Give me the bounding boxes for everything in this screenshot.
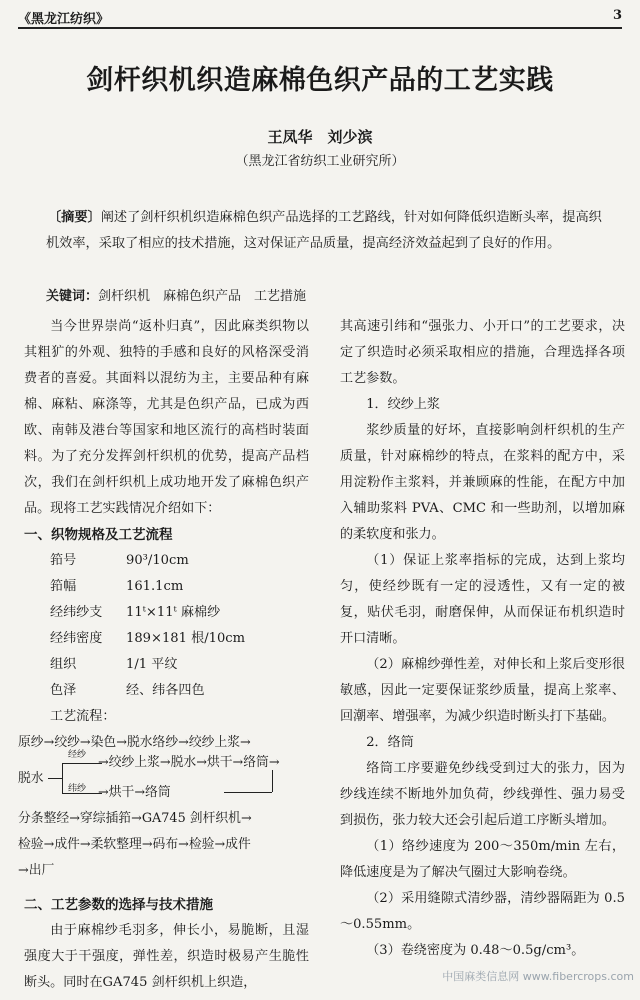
keywords-text: 剑杆织机 麻棉色织产品 工艺措施 [98, 289, 307, 304]
spec-value: 189×181 根/10cm [126, 631, 246, 646]
continued-paragraph: 其高速引纬和“强张力、小开口”的工艺要求，决定了织造时必须采取相应的措施，合理选择各项工艺参数。 [340, 319, 625, 386]
flow-line-1: 原纱→绞纱→染色→脱水络纱→绞纱上浆→ [18, 735, 251, 750]
spec-value: 经、纬各四色 [126, 683, 205, 698]
weft-tag: 纬纱 [68, 784, 87, 794]
journal-name: 《黑龙江纺织》 [18, 12, 110, 27]
spec-row [24, 574, 309, 600]
paper-title: 剑杆织机织造麻棉色织产品的工艺实践 [86, 65, 554, 96]
winding-paragraph: 络筒工序要避免纱线受到过大的张力，因为纱线连续不断地外加负荷，纱线弹性、强力易受到损伤，张力较大还会引起后道工序断头增加。 [340, 761, 625, 828]
spec-row [24, 652, 309, 678]
winding-item-3: （3）卷绕密度为 0.48～0.5g/cm³。 [366, 943, 585, 958]
winding-item-2: （2）采用缝隙式清纱器，清纱器隔距为 0.5～0.55mm。 [340, 891, 625, 932]
flow-branch-bracket [62, 763, 63, 793]
spec-key: 经纬纱支 [50, 605, 103, 620]
spec-key: 色泽 [50, 683, 77, 698]
spec-row [24, 626, 309, 652]
running-header [18, 6, 622, 28]
keywords-label: 关键词： [46, 289, 99, 304]
subsection-1-heading: 1．绞纱上浆 [366, 397, 440, 412]
abstract-text: 阐述了剑杆织机织造麻棉色织产品选择的工艺路线，针对如何降低织造断头率，提高织机效率，采取了相应的技术措施，这对保证产品质量，提高经济效益起到了良好的作用。 [46, 210, 602, 251]
spec-row [24, 548, 309, 574]
section-2-heading: 二、工艺参数的选择与技术措施 [24, 897, 213, 913]
spec-value: 1/1 平纹 [126, 657, 178, 672]
sizing-item-2: （2）麻棉纱弹性差，对伸长和上浆后变形很敏感，因此一定要保证浆纱质量，提高上浆率、回潮率、增强率，为减少织造时断头打下基础。 [340, 657, 625, 724]
authors: 王凤华 刘少滨 [267, 128, 373, 146]
flow-connector [224, 792, 272, 793]
page-number: 3 [612, 8, 622, 23]
weft-path: →烘干→络筒 [98, 785, 171, 800]
spec-value: 90³/10cm [126, 553, 189, 568]
process-flow-diagram [18, 730, 309, 880]
spec-list [24, 548, 309, 704]
winding-item-1: （1）络纱速度为 200～350m/min 左右，降低速度是为了解决气圈过大影响卷绕。 [340, 839, 625, 880]
sizing-item-1: （1）保证上浆率指标的完成，达到上浆均匀，使经纱既有一定的浸透性，又有一定的被复，贴伏毛羽，耐磨保伸，从而保证布机织造时开口清晰。 [340, 553, 625, 646]
header-rule [18, 27, 622, 29]
affiliation: （黑龙江省纺织工业研究所） [235, 154, 405, 169]
keywords [46, 285, 606, 304]
flow-connector [48, 778, 62, 779]
flow-line-4: 分条整经→穿综插筘→GA745 剑杆织机→ [18, 811, 252, 826]
spec-value: 11ᵗ×11ᵗ 麻棉纱 [126, 605, 221, 620]
abstract [46, 205, 606, 257]
intro-paragraph: 当今世界崇尚“返朴归真”，因此麻类织物以其粗犷的外观、独特的手感和良好的风格深受消费者的喜爱。其面料以混纺为主，主要品种有麻棉、麻粘、麻涤等，尤其是色织产品，已成为西欧、南韩及港台等国家和地区流行的高档时装面料。为了充分发挥剑杆织机的优势，提高产品档次，我们在剑杆织机上成功地开发了麻棉色织产品。现将工艺实践情况介绍如下： [24, 319, 309, 516]
spec-row [24, 600, 309, 626]
spec-key: 筘号 [50, 553, 77, 568]
flow-line-6: →出厂 [18, 863, 55, 878]
spec-value: 161.1cm [126, 579, 184, 594]
sizing-paragraph: 浆纱质量的好坏，直接影响剑杆织机的生产质量，针对麻棉纱的特点，在浆料的配方中，采用淀粉作主浆料，并兼顾麻的性能，在配方中加入辅助浆料 PVA、CMC 和一些助剂，以增加麻的柔软度和张力。 [340, 423, 625, 542]
abstract-label: 〔摘要〕 [48, 210, 101, 225]
warp-path: →绞纱上浆→脱水→烘干→络筒→ [98, 755, 280, 770]
subsection-2-heading: 2．络筒 [366, 735, 414, 750]
flow-connector [272, 770, 273, 792]
site-watermark: 中国麻类信息网 www.fibercrops.com [442, 970, 634, 983]
flow-label: 工艺流程： [50, 709, 116, 724]
flow-line-5: 检验→成件→柔软整理→码布→检验→成件 [18, 837, 251, 852]
spec-key: 筘幅 [50, 579, 77, 594]
section-1-heading: 一、织物规格及工艺流程 [24, 527, 173, 543]
right-column [340, 314, 625, 964]
section-2-paragraph: 由于麻棉纱毛羽多，伸长小，易脆断，且湿强度大于干强度，弹性差，织造时极易产生脆性断头。同时在GA745 剑杆织机上织造， [24, 923, 309, 990]
spec-row [24, 678, 309, 704]
flow-branch-start: 脱水 [18, 771, 44, 786]
spec-key: 组织 [50, 657, 77, 672]
warp-tag: 经纱 [68, 750, 87, 760]
left-column [18, 314, 309, 996]
spec-key: 经纬密度 [50, 631, 103, 646]
